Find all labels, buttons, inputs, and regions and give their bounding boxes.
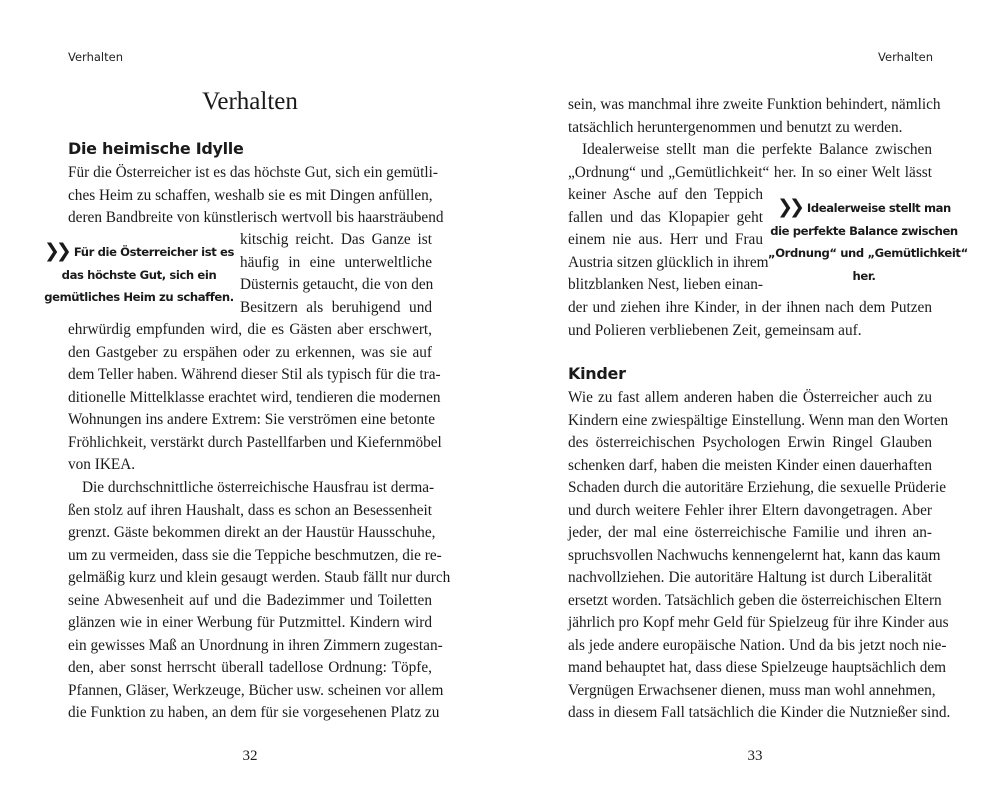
pull-quote-line: die perfekte Balance zwischen <box>770 223 958 238</box>
pull-quote-line: Für die Österreicher ist es <box>73 245 234 259</box>
paragraph-kinder <box>568 387 951 725</box>
text-line: Wie zu fast allem anderen haben die Österreicher auch zu <box>568 389 932 406</box>
text-line: Düsternis getaucht, die von den <box>240 276 434 293</box>
text-line: um zu vermeiden, dass sie die Teppiche beschmutzen, die re- <box>68 546 442 564</box>
text-line: des österreichischen Psychologen Erwin Ringel Glauben <box>568 434 932 451</box>
text-line: ches Heim zu schaffen, weshalb sie es mit Dingen anfüllen, <box>68 186 433 204</box>
paragraph-ideal-top <box>568 139 932 184</box>
text-line: glänzen wie in einer Werbung für Putzmittel. Kindern wird <box>68 614 432 631</box>
pull-quote-line: das höchste Gut, sich ein <box>61 267 217 282</box>
text-line: als jede andere europäische Nation. Und da bis jetzt noch nie- <box>568 636 947 654</box>
text-line: kitschig reicht. Das Ganze ist <box>240 231 432 248</box>
text-line: jährlich pro Kopf mehr Geld für Spielzeug für ihre Kinder aus <box>568 614 949 631</box>
text-line: Pfannen, Gläser, Werkzeuge, Bücher usw. scheinen vor allem <box>68 681 444 699</box>
pull-quote-line: gemütliches Heim zu schaffen. <box>44 290 234 304</box>
text-line: Austria sitzen glücklich in ihrem <box>568 253 769 271</box>
text-line: ersetzt worden. Tatsächlich geben die österreichischen Eltern <box>568 591 942 609</box>
paragraph-idylle-rest <box>68 319 442 477</box>
page-number: 33 <box>747 748 763 764</box>
text-line: Schaden durch die autoritäre Erziehung, die sexuelle Prüderie <box>568 479 947 496</box>
text-line: „Ordnung“ und „Gemütlichkeit“ her. In so einer Welt lässt <box>568 163 932 181</box>
text-line: und durch weitere Fehler ihrer Eltern davongetragen. Aber <box>568 501 932 519</box>
text-line: den, aber sonst herrscht überall tadellose Ordnung: Töpfe, <box>68 659 432 676</box>
text-line: grenzt. Gäste bekommen direkt an der Haustür Hausschuhe, <box>68 524 436 541</box>
text-line: den Gastgeber zu erspähen oder zu erkennen, was sie auf <box>68 343 432 361</box>
chapter-title: Verhalten <box>202 88 298 115</box>
paragraph-idylle-wrapped <box>240 229 432 319</box>
running-head: Verhalten <box>878 50 933 64</box>
text-line: ehrwürdig empfunden wird, die es Gästen aber erschwert, <box>68 321 432 338</box>
text-line: Fröhlichkeit, verstärkt durch Pastellfarben und Kiefernmöbel <box>68 433 442 451</box>
text-line: Wohnungen ins andere Extrem: Sie verströmen eine betonte <box>68 411 436 428</box>
paragraph-continued <box>568 94 941 139</box>
paragraph-idylle-top <box>68 162 444 230</box>
text-line: ein gewisses Maß an Unordnung in ihren Zimmern zugestan- <box>68 636 443 654</box>
text-line: Kindern eine zwiespältige Einstellung. Wenn man den Worten <box>568 411 949 429</box>
text-line: schenken darf, haben die meisten Kinder einen dauerhaften <box>568 456 932 474</box>
text-line: blitzblanken Nest, lieben einan- <box>568 276 763 293</box>
text-line: Idealerweise stellt man die perfekte Balance zwischen <box>582 141 932 158</box>
right-page <box>500 0 1000 809</box>
text-line: Vergnügen Erwachsener dienen, muss man wohl annehmen, <box>568 681 936 699</box>
double-chevron-right-icon: ❯❯ <box>777 196 801 218</box>
paragraph-ideal-wrapped <box>568 184 769 297</box>
text-line: sein, was manchmal ihre zweite Funktion behindert, nämlich <box>568 96 941 113</box>
text-line: einem nie aus. Herr und Frau <box>568 231 763 248</box>
text-line: gelmäßig kurz und klein gesaugt werden. Staub fällt nur durch <box>68 569 451 586</box>
pull-quote-line: „Ordnung“ und „Gemütlichkeit“ <box>768 246 968 260</box>
paragraph-ideal-rest <box>568 297 932 342</box>
pull-quote <box>44 240 234 309</box>
text-line: und Polieren verbliebenen Zeit, gemeinsam auf. <box>568 321 862 339</box>
section-heading-idylle: Die heimische Idylle <box>68 139 244 158</box>
text-line: fallen und das Klopapier geht <box>568 208 763 226</box>
page-number: 32 <box>242 748 258 764</box>
text-line: die Funktion zu haben, an dem für sie vorgesehenen Platz zu <box>68 704 440 721</box>
text-line: ditionelle Mittelklasse erachtet wird, tendieren die modernen <box>68 388 441 406</box>
text-line: Für die Österreicher ist es das höchste Gut, sich ein gemütli- <box>68 164 439 181</box>
text-line: dem Teller haben. Während dieser Stil als typisch für die tra- <box>68 366 441 383</box>
text-line: tatsächlich heruntergenommen und benutzt zu werden. <box>568 118 903 136</box>
text-line: deren Bandbreite von künstlerisch wertvoll bis haarsträubend <box>68 209 444 226</box>
text-line: jeder, der mal eine österreichische Familie und ihren an- <box>568 524 932 541</box>
text-line: nachvollziehen. Die autoritäre Haltung ist durch Liberalität <box>568 569 932 586</box>
text-line: der und ziehen ihre Kinder, in der ihnen nach dem Putzen <box>568 299 932 316</box>
text-line: spruchsvollen Nachwuchs kennengelernt hat, kann das kaum <box>568 546 941 564</box>
pull-quote <box>768 196 968 287</box>
double-chevron-right-icon: ❯❯ <box>44 240 68 262</box>
text-line: häufig in eine unterweltliche <box>240 253 432 271</box>
text-line: Die durchschnittliche österreichische Hausfrau ist derma- <box>82 479 435 496</box>
text-line: keiner Asche auf den Teppich <box>568 186 763 203</box>
text-line: von IKEA. <box>68 456 136 473</box>
text-line: mand behauptet hat, dass diese Spielzeuge hauptsächlich dem <box>568 659 947 676</box>
text-line: Besitzern als beruhigend und <box>240 298 432 316</box>
pull-quote-line: Idealerweise stellt man <box>806 201 951 215</box>
pull-quote-line: her. <box>852 268 876 283</box>
section-heading-kinder: Kinder <box>568 364 626 383</box>
paragraph-hausfrau <box>68 477 451 725</box>
running-head: Verhalten <box>68 50 123 64</box>
text-line: dass in diesem Fall tatsächlich die Kinder die Nutznießer sind. <box>568 704 951 721</box>
text-line: seine Abwesenheit auf und die Badezimmer und Toiletten <box>68 591 432 609</box>
text-line: ßen stolz auf ihren Haushalt, dass es schon an Besessenheit <box>68 501 432 519</box>
